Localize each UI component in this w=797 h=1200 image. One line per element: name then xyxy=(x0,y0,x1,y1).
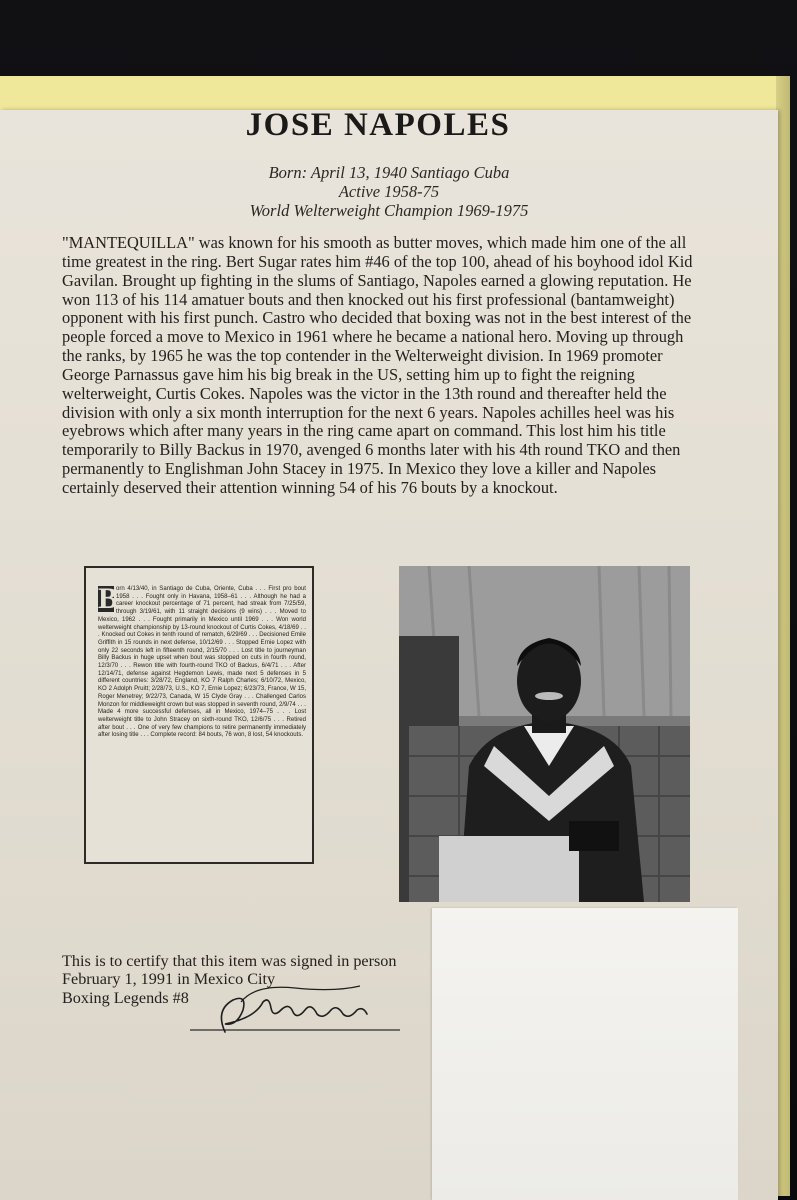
blank-paper-card xyxy=(432,908,738,1200)
born-line: Born: April 13, 1940 Santiago Cuba xyxy=(268,163,510,182)
page-title: JOSE NAPOLES xyxy=(245,107,511,143)
clipping-text-block xyxy=(98,582,306,740)
boxer-photo-illustration xyxy=(399,566,690,902)
certificate-line-1: This is to certify that this item was signed in person xyxy=(62,952,397,970)
biography-paragraph: "MANTEQUILLA" was known for his smooth as butter moves, which made him one of the all time greatest in the ring. Bert Sugar rates him #46 of the top 100, ahead of his boyhood idol Kid Gavilan. Brought up fighting in the slums of Santiago, Napoles earned a glowing reputation. He won 113 of his 114 amatuer bouts and then knocked out his first professional (bantamweight) opponent with his first punch. Castro who decided that boxing was not in the best interest of the people forced a move to Mexico in 1961 where he became a national hero. Moving up through the ranks, by 1965 he was the top contender in the Welterweight division. In 1969 promoter George Parnassus gave him his big break in the US, setting him up to fight the reigning welterweight, Curtis Cokes. Napoles was the victor in the 13th round and thereafter held the division with only a six month interruption for the next 6 years. Napoles achilles heel was his eyebrows which after many years in the ring came apart on command. This lost him his title temporarily to Billy Backus in 1970, avenged 6 months later with his 4th round TKO and then permanently to Englishman John Stacey in 1975. In Mexico they love a killer and Napoles certainly deserved their attention winning 54 of his 76 bouts by a knockout. xyxy=(62,233,693,497)
autograph-signature xyxy=(185,980,415,1040)
boxer-photo xyxy=(399,566,690,902)
clipping-body: orn 4/13/40, in Santiago de Cuba, Oriente, Cuba . . . First pro bout 1958 . . . Fought only in Havana, 1958–61 . . . Although he had a career knockout percentage of 71 percent, had streak from 7/25/59, through 3/19/61, with 11 straight decisions (9 wins) . . . Moved to Mexico, 1962 . . . Fought primarily in Mexico until 1969 . . . Won world welterweight championship by 13-round knockout of Curtis Cokes, 4/18/69 . . . Knocked out Cokes in tenth round of rematch, 6/29/69 . . . Decisioned Emile Griffith in 15 rounds in next defense, 10/12/69 . . . Stopped Ernie Lopez with only 22 seconds left in fifteenth round, 2/15/70 . . . Lost title to journeyman Billy Backus in huge upset when bout was stopped on cuts in fourth round, 12/3/70 . . . Rewon title with fourth-round TKO of Backus, 6/4/71 . . . After 12/14/71, defense against Hegdemon Lewis, made next 5 defenses in 5 different countries: 3/28/72, England, KO 7 Ralph Charles; 6/10/72, Mexico, KO 2 Adolph Pruitt; 2/28/73, U.S., KO 7, Ernie Lopez; 6/23/73, France, W 15, Roger Menetrey; 9/22/73, Canada, W 15 Clyde Gray . . . Challenged Carlos Monzon for middleweight crown but was stopped in seventh round, 2/9/74 . . . Made 4 more successful defenses, all in Mexico, 1974–75 . . . Lost welterweight title to John Stracey on sixth-round TKO, 12/6/75 . . . Retired after bout . . . One of very few champions to retire permanently immediately after losing title . . . Complete record: 84 bouts, 76 won, 8 lost, 54 knockouts. xyxy=(98,586,306,739)
active-line: Active 1958-75 xyxy=(338,182,440,201)
champion-line: World Welterweight Champion 1969-1975 xyxy=(249,201,529,220)
clipping-drop-cap: B xyxy=(98,582,119,615)
certificate-line-3: Boxing Legends #8 xyxy=(62,988,189,1007)
career-clipping xyxy=(84,566,314,864)
certificate-line-2: February 1, 1991 in Mexico City xyxy=(62,970,276,989)
